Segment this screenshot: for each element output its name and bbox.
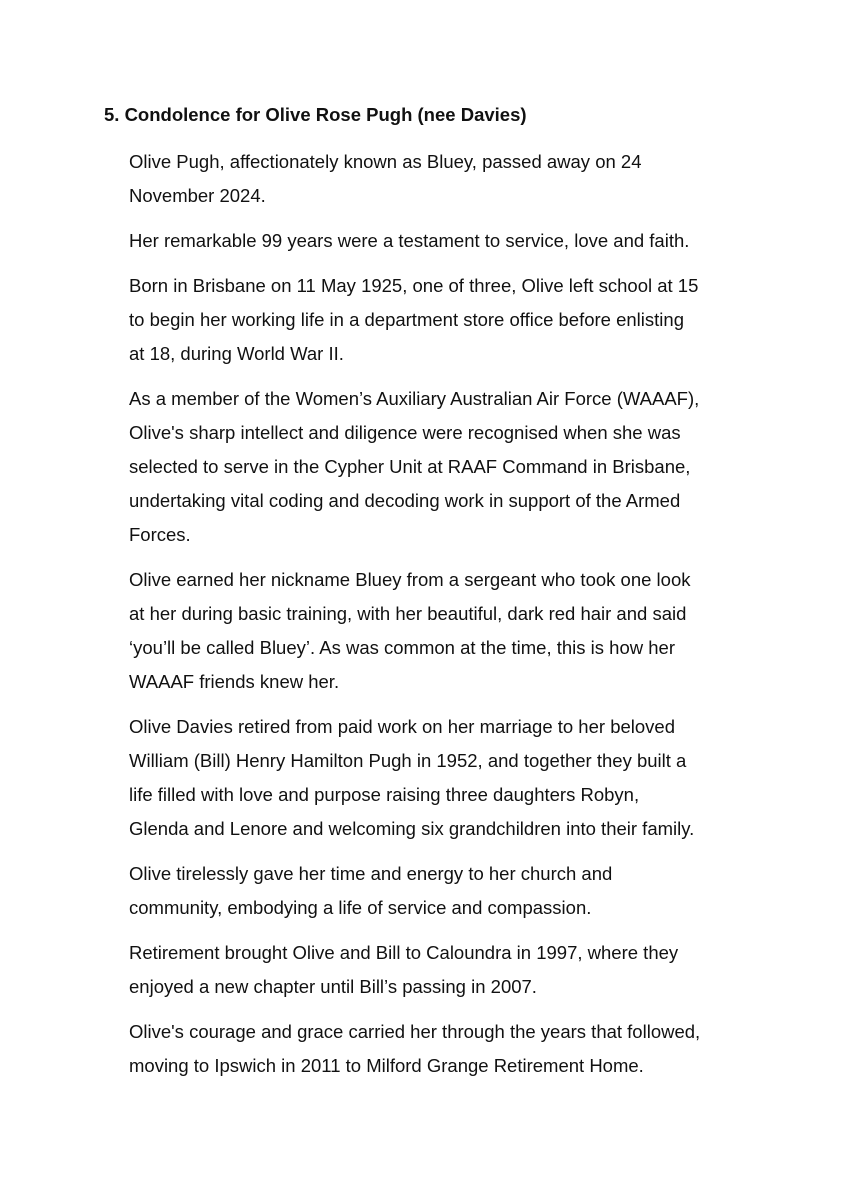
text-line: undertaking vital coding and decoding work in support of the Armed [129, 490, 681, 511]
text-line: Glenda and Lenore and welcoming six grandchildren into their family. [129, 818, 695, 839]
text-line: selected to serve in the Cypher Unit at RAAF Command in Brisbane, [129, 456, 691, 477]
text-line: William (Bill) Henry Hamilton Pugh in 1952, and together they built a [129, 750, 687, 771]
text-line: Forces. [129, 524, 191, 545]
text-line: As a member of the Women’s Auxiliary Australian Air Force (WAAAF), [129, 388, 700, 409]
text-line: Olive Davies retired from paid work on her marriage to her beloved [129, 716, 675, 737]
paragraph-nickname [129, 563, 769, 699]
text-line: at 18, during World War II. [129, 343, 344, 364]
text-line: Olive's courage and grace carried her through the years that followed, [129, 1021, 701, 1042]
text-line: to begin her working life in a department store office before enlisting [129, 309, 684, 330]
text-line: community, embodying a life of service and compassion. [129, 897, 592, 918]
text-line: Olive tirelessly gave her time and energy to her church and [129, 863, 613, 884]
text-line: at her during basic training, with her beautiful, dark red hair and said [129, 603, 687, 624]
text-line: enjoyed a new chapter until Bill’s passing in 2007. [129, 976, 537, 997]
paragraph-community [129, 857, 769, 925]
text-line: Olive Pugh, affectionately known as Bluey, passed away on 24 [129, 151, 642, 172]
text-line: WAAAF friends knew her. [129, 671, 340, 692]
paragraph-waaaf-service [129, 382, 769, 552]
text-line: Retirement brought Olive and Bill to Caloundra in 1997, where they [129, 942, 679, 963]
paragraph-marriage [129, 710, 769, 846]
paragraph-retirement [129, 936, 769, 1004]
text-line: November 2024. [129, 185, 266, 206]
section-heading: 5. Condolence for Olive Rose Pugh (nee Davies) [104, 104, 527, 125]
text-line: Born in Brisbane on 11 May 1925, one of three, Olive left school at 15 [129, 275, 699, 296]
paragraph-passing [129, 145, 769, 213]
paragraph-years [129, 224, 769, 258]
paragraph-early-life [129, 269, 769, 371]
text-line: ‘you’ll be called Bluey’. As was common at the time, this is how her [129, 637, 675, 658]
text-line: life filled with love and purpose raising three daughters Robyn, [129, 784, 640, 805]
text-line: Her remarkable 99 years were a testament to service, love and faith. [129, 230, 690, 251]
paragraph-later-years [129, 1015, 769, 1083]
text-line: Olive earned her nickname Bluey from a sergeant who took one look [129, 569, 691, 590]
text-line: moving to Ipswich in 2011 to Milford Grange Retirement Home. [129, 1055, 644, 1076]
body-text [129, 145, 769, 1094]
text-line: Olive's sharp intellect and diligence were recognised when she was [129, 422, 681, 443]
